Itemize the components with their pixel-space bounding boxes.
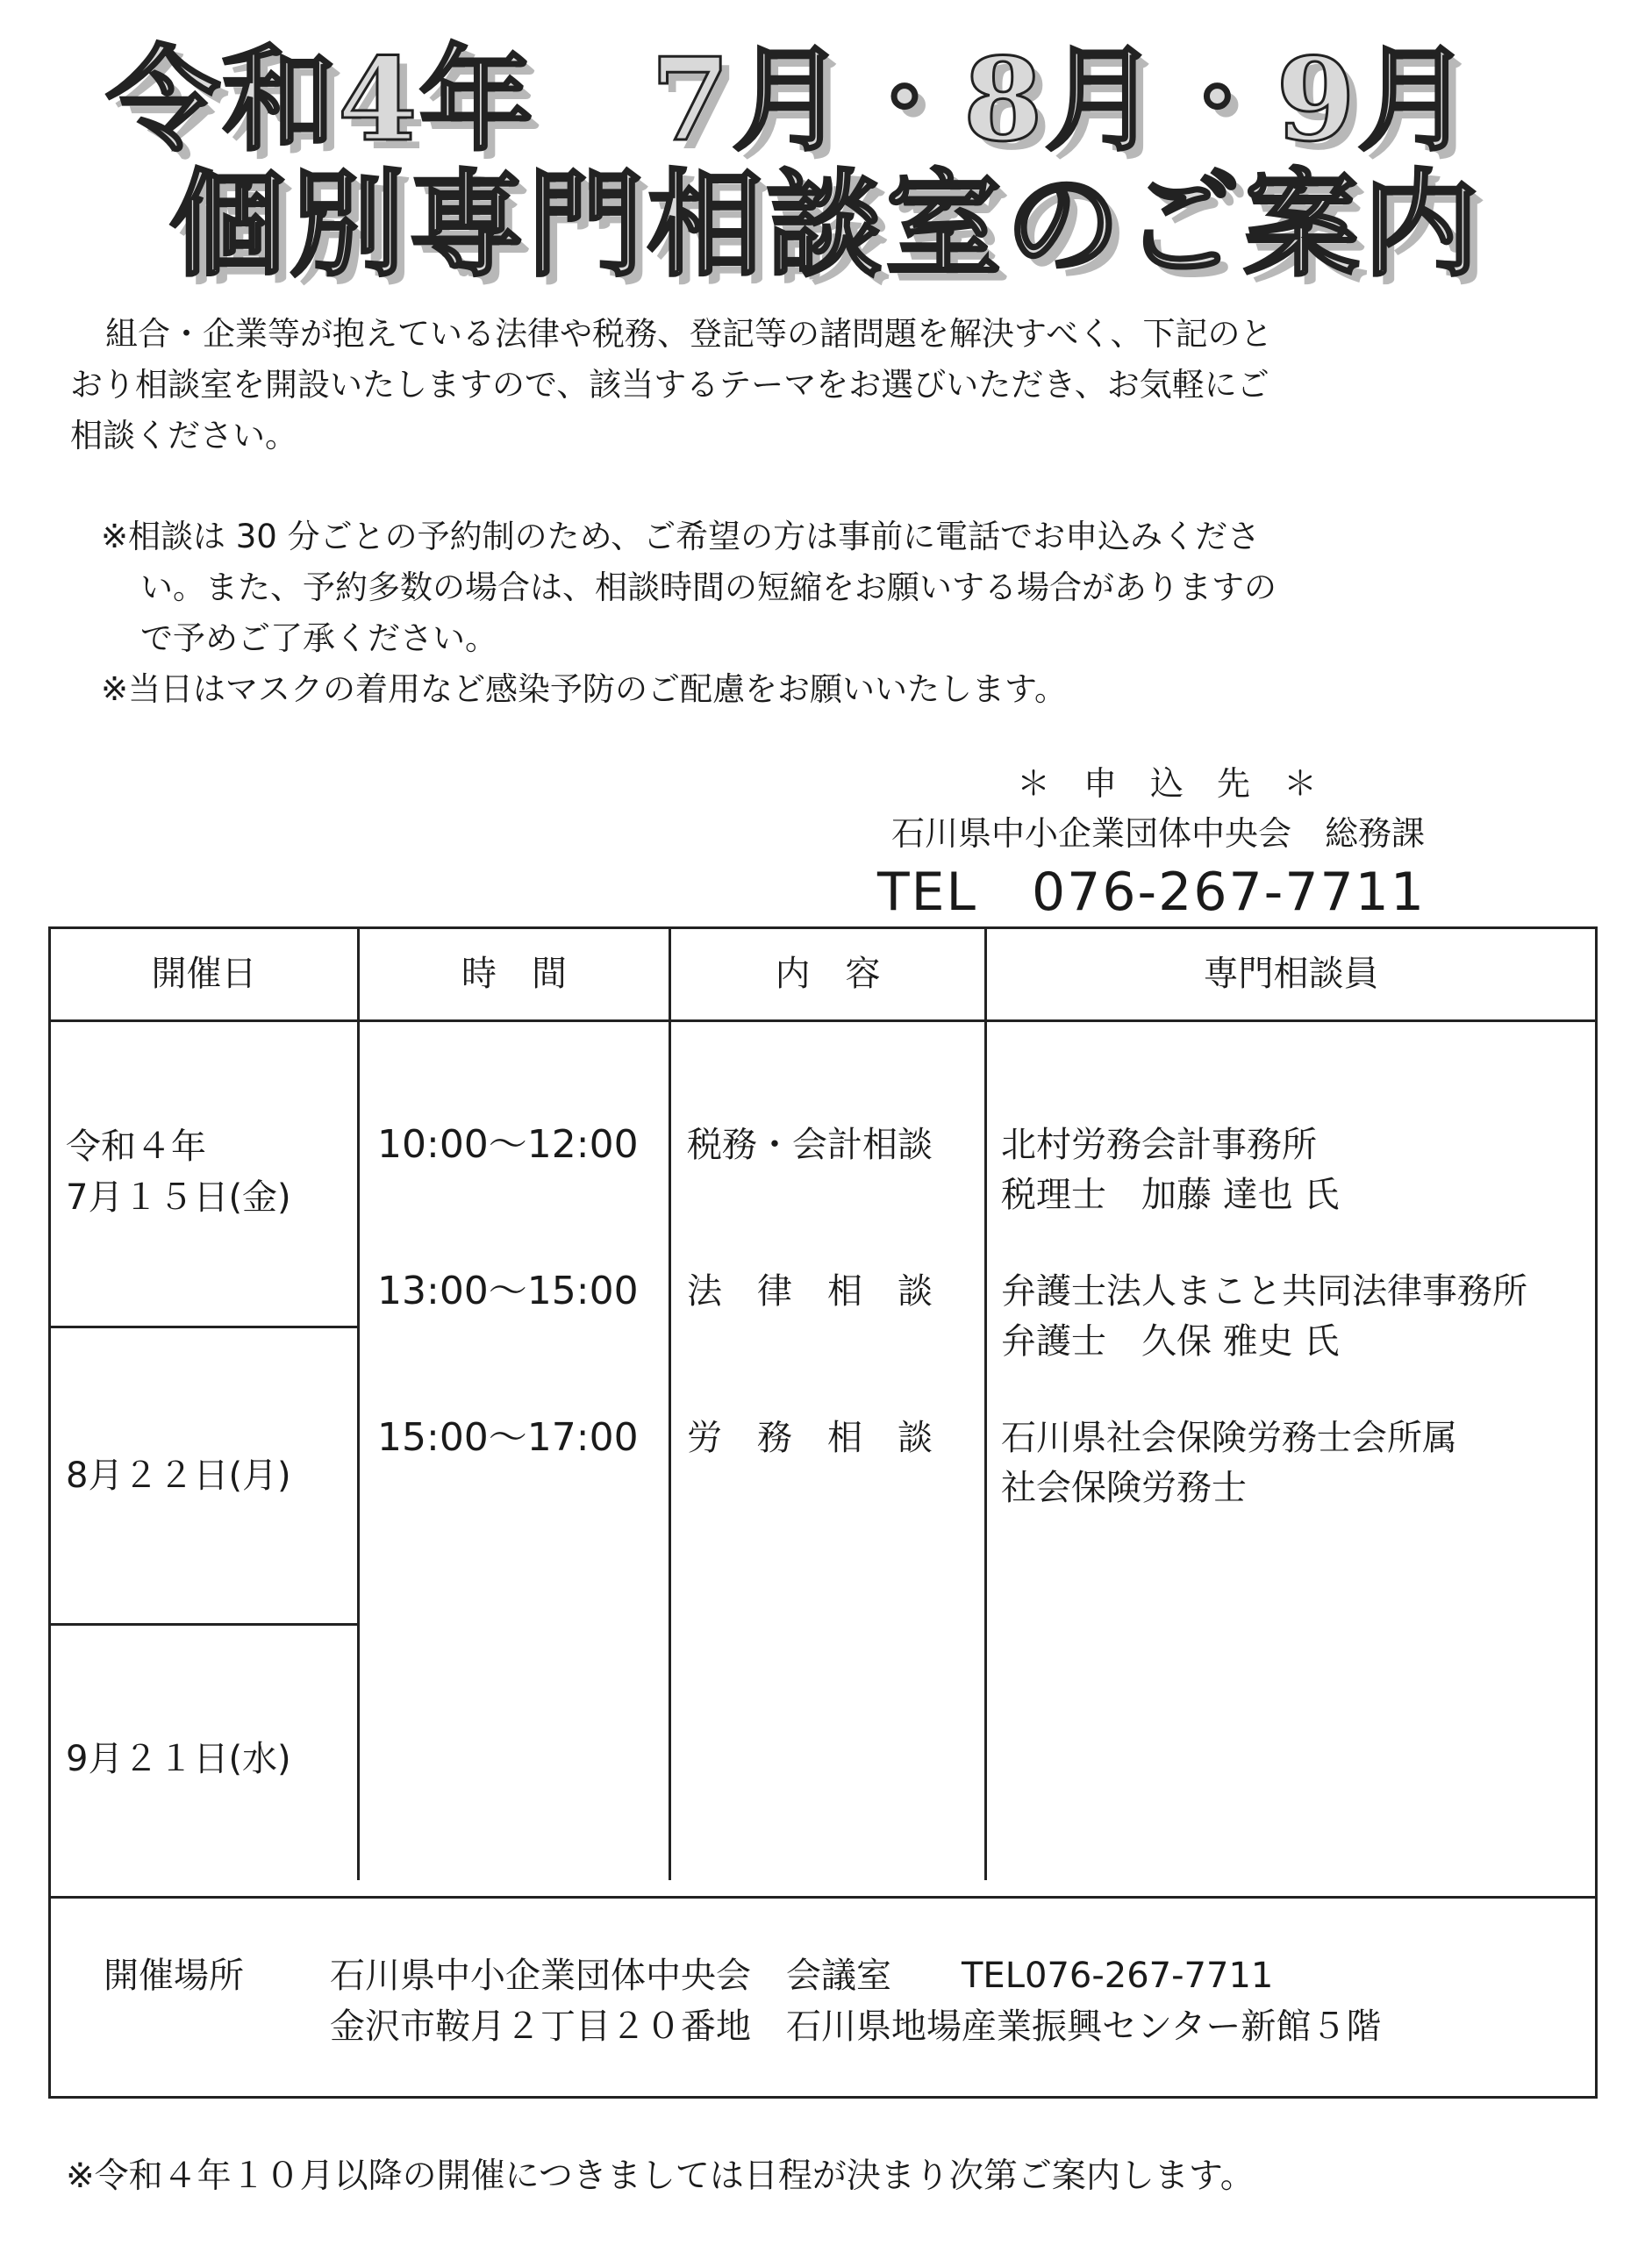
session-3-consultant-office: 石川県社会保険労務士会所属 — [1001, 1418, 1457, 1458]
header-consultant: 専門相談員 — [1203, 954, 1379, 994]
header-divider — [51, 1019, 1595, 1022]
header-content: 内 容 — [775, 954, 881, 994]
column-divider — [357, 929, 360, 1880]
title-line-2: 個別専門相談室のご案内 — [169, 157, 1483, 293]
note-2: ※当日はマスクの着用など感染予防のご配慮をお願いいたします。 — [101, 670, 1068, 708]
intro-line-2: おり相談室を開設いたしますので、該当するテーマをお選びいただき、お気軽にご — [70, 366, 1269, 404]
date-1-line-2: 7月１５日(金) — [66, 1177, 291, 1218]
session-2-consultant-office: 弁護士法人まこと共同法律事務所 — [1001, 1271, 1527, 1312]
contact-organization: 石川県中小企業団体中央会 総務課 — [890, 814, 1425, 853]
column-divider — [984, 929, 987, 1880]
venue-line-2: 金沢市鞍月２丁目２０番地 石川県地場産業振興センター新館５階 — [330, 2006, 1382, 2047]
session-2-content: 法 律 相 談 — [687, 1271, 933, 1312]
date-1-line-1: 令和４年 — [66, 1127, 206, 1167]
date-divider — [51, 1623, 357, 1626]
note-1-line-3: で予めご了承ください。 — [140, 619, 497, 657]
session-3-time: 15:00～17:00 — [377, 1415, 639, 1460]
session-3-content: 労 務 相 談 — [687, 1418, 933, 1458]
session-1-content: 税務・会計相談 — [687, 1125, 933, 1165]
note-1-line-1: ※相談は 30 分ごとの予約制のため、ご希望の方は事前に電話でお申込みくださ — [101, 518, 1261, 555]
session-1-consultant-name: 税理士 加藤 達也 氏 — [1001, 1175, 1340, 1215]
session-2-consultant-name: 弁護士 久保 雅史 氏 — [1001, 1321, 1340, 1362]
intro-line-3: 相談ください。 — [70, 417, 297, 454]
session-2-time: 13:00～15:00 — [377, 1269, 639, 1313]
date-2: 8月２２日(月) — [66, 1456, 291, 1496]
session-1-consultant-office: 北村労務会計事務所 — [1001, 1125, 1317, 1165]
date-divider — [51, 1326, 357, 1328]
footer-note: ※令和４年１０月以降の開催につきましては日程が決まり次第ご案内します。 — [66, 2157, 1255, 2196]
header-time: 時 間 — [461, 954, 567, 994]
schedule-table — [48, 926, 1598, 2099]
venue-divider — [51, 1896, 1595, 1899]
contact-tel: TEL 076-267-7711 — [877, 862, 1427, 923]
column-divider — [669, 929, 671, 1880]
intro-paragraph — [70, 309, 1273, 461]
intro-line-1: 組合・企業等が抱えている法律や税務、登記等の諸問題を解決すべく、下記のと — [105, 315, 1273, 353]
session-1-time: 10:00～12:00 — [377, 1122, 639, 1167]
date-3: 9月２１日(水) — [66, 1739, 291, 1779]
note-1-line-2: い。また、予約多数の場合は、相談時間の短縮をお願いする場合がありますの — [140, 569, 1277, 606]
notes — [101, 511, 1277, 715]
venue-label: 開催場所 — [104, 1956, 244, 1996]
title-line-1: 令和4年 7月・8月・9月 — [106, 32, 1473, 167]
header-date: 開催日 — [151, 954, 257, 994]
session-3-consultant-name: 社会保険労務士 — [1001, 1468, 1247, 1508]
venue-line-1: 石川県中小企業団体中央会 会議室 TEL076-267-7711 — [330, 1956, 1274, 1996]
contact-heading: ＊ 申 込 先 ＊ — [1016, 764, 1317, 803]
